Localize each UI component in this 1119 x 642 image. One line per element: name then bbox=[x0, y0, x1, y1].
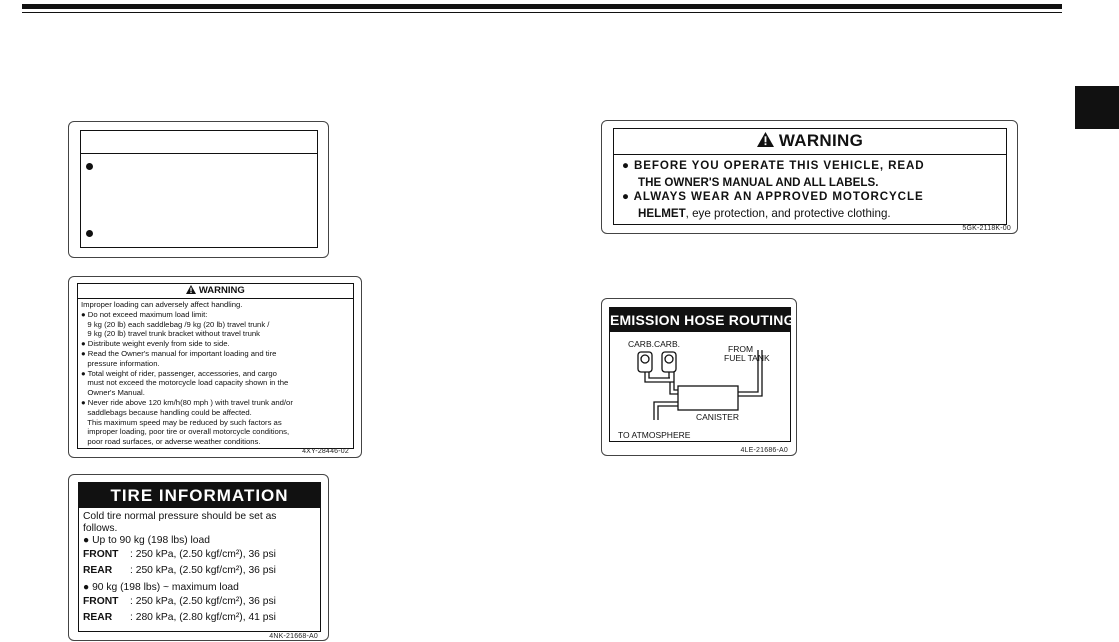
vehicle-warning-title bbox=[614, 131, 1006, 151]
tire-pressure-row bbox=[83, 565, 319, 579]
loading-warning-line: must not exceed the motorcycle load capacity shown in the bbox=[81, 378, 289, 388]
emission-hose-routing-label bbox=[601, 298, 797, 456]
loading-title-rule bbox=[78, 298, 353, 299]
loading-warning-line: ● Distribute weight evenly from side to side. bbox=[81, 339, 230, 349]
canister-body bbox=[678, 386, 738, 410]
tire-position: FRONT bbox=[83, 549, 119, 560]
canister-label: CANISTER bbox=[696, 412, 739, 422]
hose-left-carb-inner bbox=[649, 372, 670, 378]
loading-warning-line: This maximum speed may be reduced by such factors as bbox=[81, 417, 282, 427]
tire-information-label bbox=[68, 474, 329, 641]
loading-warning-title bbox=[78, 285, 353, 296]
tire-pressure-value: : 280 kPa, (2.80 kgf/cm²), 41 psi bbox=[130, 612, 276, 623]
vehicle-warning-line: ● BEFORE YOU OPERATE THIS VEHICLE, READ bbox=[622, 159, 925, 172]
tire-load-condition: ● Up to 90 kg (198 lbs) load bbox=[83, 535, 210, 546]
label-part-code: 4XY-28446-02 bbox=[302, 448, 349, 455]
helmet-bold-text: HELMET bbox=[638, 207, 686, 220]
loading-warning-title-text: WARNING bbox=[198, 285, 245, 296]
hose-routing-diagram bbox=[610, 332, 790, 442]
tire-position: REAR bbox=[83, 612, 113, 623]
tire-intro-line: Cold tire normal pressure should be set as bbox=[83, 511, 277, 522]
vehicle-warning-line bbox=[638, 207, 891, 220]
loading-warning-line: ● Total weight of rider, passenger, accessories, and cargo bbox=[81, 368, 277, 378]
bullet-dot bbox=[86, 230, 93, 237]
loading-warning-label bbox=[68, 276, 362, 458]
header-rule-thick bbox=[22, 4, 1062, 9]
tire-position: REAR bbox=[83, 565, 113, 576]
loading-warning-line: saddlebags because handling could be affected. bbox=[81, 407, 252, 417]
blank-caution-label bbox=[68, 121, 329, 258]
label-part-code: 4LE-21686-A0 bbox=[740, 447, 788, 454]
tire-pressure-value: : 250 kPa, (2.50 kgf/cm²), 36 psi bbox=[130, 565, 276, 576]
warning-triangle-icon bbox=[757, 132, 774, 147]
carburetor-left-port bbox=[641, 355, 649, 363]
vehicle-title-rule bbox=[614, 154, 1006, 155]
loading-warning-line: 9 kg (20 lb) travel trunk bracket without travel trunk bbox=[81, 329, 261, 339]
vehicle-warning-title-text: WARNING bbox=[778, 131, 864, 150]
tire-pressure-row bbox=[83, 612, 319, 626]
loading-warning-line: ● Never ride above 120 km/h(80 mph ) with travel trunk and/or bbox=[81, 397, 293, 407]
tire-intro-line: follows. bbox=[83, 523, 118, 534]
fuel-tank-label: FUEL TANK bbox=[724, 353, 770, 363]
vehicle-warning-label bbox=[601, 120, 1018, 234]
loading-warning-line: Improper loading can adversely affect handling. bbox=[81, 300, 243, 309]
section-tab-marker bbox=[1075, 86, 1119, 129]
tire-pressure-value: : 250 kPa, (2.50 kgf/cm²), 36 psi bbox=[130, 549, 276, 560]
vehicle-warning-line: THE OWNER'S MANUAL AND ALL LABELS. bbox=[638, 176, 879, 189]
loading-warning-body bbox=[81, 300, 352, 447]
tire-pressure-row bbox=[83, 596, 319, 610]
loading-warning-line: improper loading, poor tire or overall motorcycle conditions, bbox=[81, 427, 290, 437]
tire-load-condition: ● 90 kg (198 lbs) ~ maximum load bbox=[83, 582, 239, 593]
tire-info-title: TIRE INFORMATION bbox=[79, 483, 320, 508]
tire-pressure-value: : 250 kPa, (2.50 kgf/cm²), 36 psi bbox=[130, 596, 276, 607]
tire-pressure-row bbox=[83, 549, 319, 563]
loading-warning-line: poor road surfaces, or adverse weather conditions. bbox=[81, 437, 261, 447]
hose-atmosphere-inner bbox=[658, 406, 678, 420]
loading-warning-line: pressure information. bbox=[81, 358, 160, 368]
atmosphere-label: TO ATMOSPHERE bbox=[618, 430, 691, 440]
vehicle-warning-line: ● ALWAYS WEAR AN APPROVED MOTORCYCLE bbox=[622, 190, 924, 203]
blank-label-frame bbox=[80, 130, 318, 248]
loading-warning-line: ● Read the Owner's manual for important loading and tire bbox=[81, 348, 277, 358]
warning-triangle-icon bbox=[186, 285, 196, 294]
loading-label-frame bbox=[77, 283, 354, 449]
carburetor-right-port bbox=[665, 355, 673, 363]
bullet-dot bbox=[86, 163, 93, 170]
label-part-code: 5GK-2118K-00 bbox=[962, 225, 1011, 232]
carb-right-label: CARB. bbox=[654, 339, 680, 349]
loading-warning-line: 9 kg (20 lb) each saddlebag /9 kg (20 lb) travel trunk / bbox=[81, 319, 270, 329]
vehicle-label-frame bbox=[613, 128, 1007, 225]
carb-left-label: CARB. bbox=[628, 339, 654, 349]
from-label: FROM bbox=[728, 344, 754, 354]
emission-label-frame bbox=[609, 307, 795, 442]
helmet-rest-text: , eye protection, and protective clothing. bbox=[685, 207, 891, 220]
loading-warning-line: Owner's Manual. bbox=[81, 388, 145, 398]
tire-info-body bbox=[83, 511, 319, 626]
blank-label-header-rule bbox=[81, 153, 317, 154]
tire-position: FRONT bbox=[83, 596, 119, 607]
label-part-code: 4NK-21668-A0 bbox=[269, 633, 318, 640]
tire-label-frame bbox=[78, 482, 321, 632]
header-rule-thin bbox=[22, 12, 1062, 13]
emission-title: EMISSION HOSE ROUTING bbox=[610, 308, 790, 332]
loading-warning-line: ● Do not exceed maximum load limit: bbox=[81, 309, 208, 319]
